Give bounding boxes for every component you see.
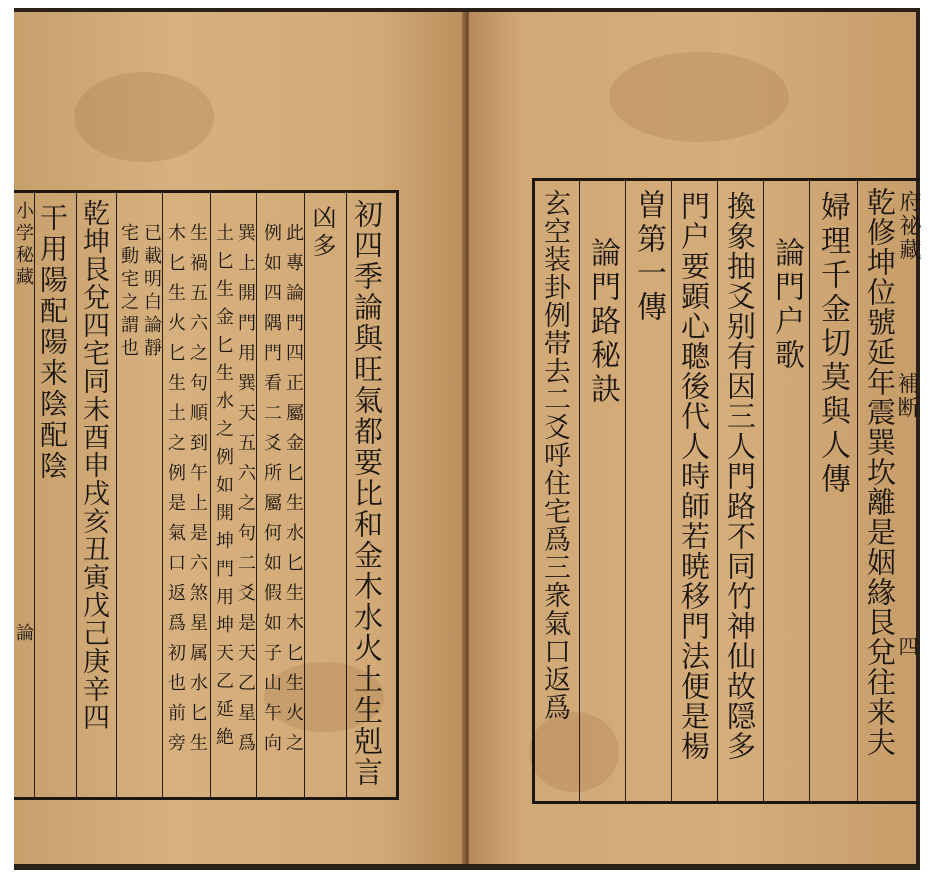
open-book	[14, 8, 920, 870]
left-note-column-4: 生禍五六之句順到午上是六煞星属水匕生	[187, 223, 208, 763]
left-edge-fragment: 小学秘藏	[13, 201, 34, 289]
left-note-column-6: 巽上開門用巽天五六之句二爻是天乙星爲	[235, 223, 256, 763]
left-note-column-8: 此專論門四正屬金匕生水匕生木匕生火之	[283, 223, 304, 763]
right-edge-tab: 補断	[894, 372, 919, 420]
left-note-column-7: 例如四隅門看二爻所屬何如假如子山午向	[261, 223, 282, 763]
right-text-frame	[532, 178, 919, 804]
left-page	[14, 12, 465, 864]
left-note-column-2: 已載明白論靜	[141, 223, 162, 361]
right-column-1: 玄空装卦例帯去二爻呼住宅爲三衆氣口返爲	[539, 189, 570, 721]
left-note-column-5: 土匕生金匕生水之例如開坤門用坤天乙延絶	[213, 223, 234, 755]
right-column-2: 論門路秘訣	[585, 237, 620, 407]
left-heading: 凶多	[308, 205, 336, 261]
left-column-1: 干用陽配陽来陰配陰	[36, 203, 69, 482]
right-column-8: 乾修坤位號延年震巽坎離是姻緣艮兌往来夫	[863, 187, 897, 757]
left-text-frame	[14, 190, 399, 800]
right-column-3: 曽第一傳	[631, 189, 666, 325]
right-column-7: 婦理千金切莫與人傳	[815, 191, 850, 497]
left-column-main: 初四季論與旺氣都要比和金木水火土生剋言	[350, 199, 384, 788]
left-note-column-1: 宅動宅之謂也	[118, 223, 139, 361]
right-column-5: 換象抽爻别有因三人門路不同竹神仙故隠多	[723, 191, 757, 761]
left-note-column-3: 木匕生火匕生土之例是氣口返爲初也前旁	[165, 223, 186, 763]
right-column-4: 門户要顕心聰後代人時師若暁移門法便是楊	[677, 191, 711, 761]
left-edge-fragment-2: 論	[13, 623, 34, 641]
right-edge-fragment: 府祕藏	[896, 190, 921, 262]
left-column-2: 乾坤艮兌四宅同未酉申戌亥丑寅戊己庚辛四	[78, 199, 109, 731]
right-page	[469, 12, 921, 864]
right-edge-mark: 四	[895, 636, 919, 656]
right-column-6: 論門户歌	[769, 237, 804, 373]
